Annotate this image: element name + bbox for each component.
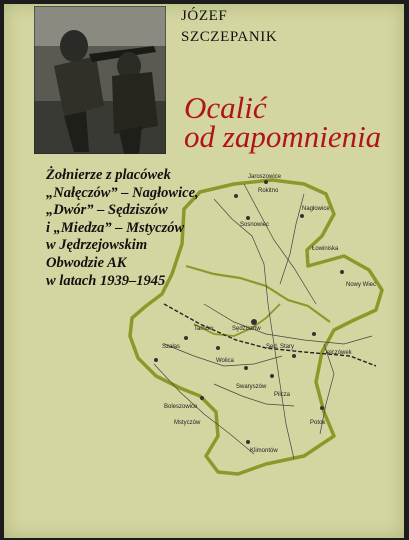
place-label: Swaryszów bbox=[236, 384, 267, 390]
place-label: Nagłowice bbox=[302, 206, 330, 212]
place-label: Wolica bbox=[216, 358, 234, 364]
title-line-1: Ocalić bbox=[184, 90, 267, 125]
subdistrict-boundary bbox=[186, 266, 330, 322]
subtitle-block bbox=[46, 167, 199, 290]
subtitle-line: w Jędrzejowskim bbox=[46, 237, 148, 254]
title-line-2: od zapomnienia bbox=[184, 119, 382, 154]
place-label: Klimontów bbox=[250, 448, 278, 454]
railway-line bbox=[164, 304, 376, 366]
subtitle-line: Obwodzie AK bbox=[46, 254, 127, 271]
subtitle-line: i „Miedza” – Mstyczów bbox=[46, 219, 185, 236]
place-label: Jelczówek bbox=[324, 350, 352, 356]
place-label: Mstyczów bbox=[174, 420, 201, 426]
author-first-name: JÓZEF bbox=[181, 8, 228, 24]
place-label: Tarnów bbox=[194, 326, 214, 332]
subtitle-line: Żołnierze z placówek bbox=[46, 167, 171, 183]
subtitle-line: w latach 1939–1945 bbox=[46, 272, 166, 289]
place-label: Potok bbox=[310, 420, 326, 426]
place-label: Boleszowice bbox=[164, 404, 198, 410]
author-last-name: SZCZEPANIK bbox=[181, 29, 278, 45]
soldiers-photo bbox=[34, 6, 166, 154]
place-label: Szałas bbox=[162, 344, 181, 350]
place-label: Łowiniska bbox=[312, 246, 339, 252]
book-cover bbox=[4, 4, 404, 538]
subtitle-line: „Nałęczów” – Nagłowice, bbox=[46, 184, 199, 201]
place-label: Sęd. Stary bbox=[266, 344, 295, 350]
place-label: Rokitno bbox=[258, 188, 279, 194]
place-label: Pilcza bbox=[274, 392, 291, 398]
place-label: Jaroszowice bbox=[248, 174, 282, 180]
place-label: Nowy Wiec bbox=[346, 282, 377, 288]
place-label: Sędziszów bbox=[232, 326, 261, 332]
subtitle-line: „Dwór” – Sędziszów bbox=[46, 202, 168, 219]
place-label: Sosnowiec bbox=[240, 222, 270, 228]
subdistrict-boundary-2 bbox=[194, 304, 280, 336]
